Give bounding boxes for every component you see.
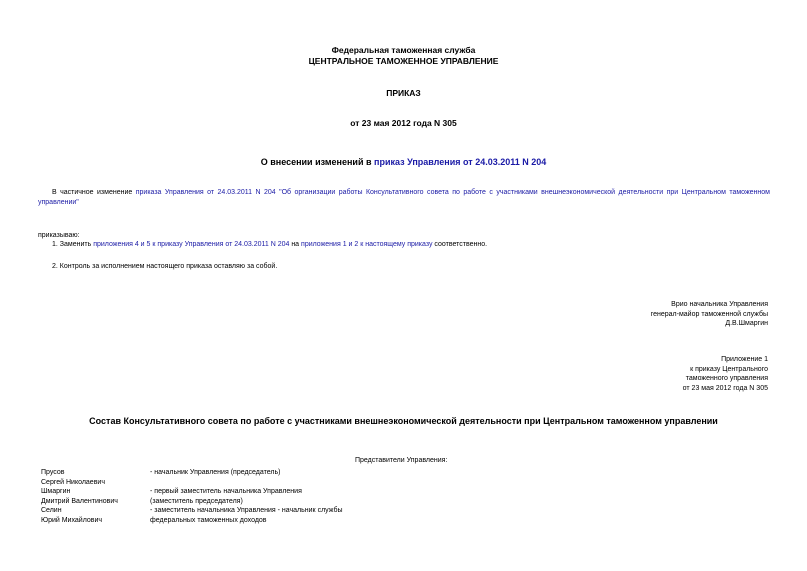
order-item-2: 2. Контроль за исполнением настоящего приказа оставляю за собой. — [52, 263, 278, 270]
member-row — [41, 506, 781, 525]
signature-rank: генерал-майор таможенной службы — [650, 310, 768, 318]
member-role-cont: (заместитель председателя) — [150, 497, 243, 505]
member-surname: Прусов — [41, 469, 65, 476]
document-type: ПРИКАЗ — [386, 88, 421, 98]
section-label: Представители Управления: — [355, 457, 448, 464]
item1-middle: на — [289, 241, 302, 248]
preamble-prefix: В частичное изменение — [52, 189, 136, 196]
item1-suffix: соответственно. — [432, 241, 488, 248]
title-prefix: О внесении изменений в — [260, 157, 375, 167]
appendix-date: от 23 мая 2012 года N 305 — [682, 384, 768, 392]
order-word: приказываю: — [38, 232, 80, 239]
members-list — [41, 468, 781, 525]
document-date-number: от 23 мая 2012 года N 305 — [350, 118, 457, 128]
member-given-name: Юрий Михайлович — [41, 516, 103, 524]
member-given-name: Дмитрий Валентинович — [41, 497, 118, 505]
member-role: - первый заместитель начальника Управления — [150, 488, 302, 495]
title-order-link[interactable]: приказ Управления от 24.03.2011 N 204 — [374, 157, 547, 167]
member-role: - начальник Управления (председатель) — [150, 469, 281, 476]
member-surname: Шмаргин — [41, 488, 71, 495]
item1-appendices-link[interactable]: приложения 4 и 5 к приказу Управления от 24.03.2011 N 204 — [93, 241, 290, 248]
appendix-number: Приложение 1 — [721, 356, 768, 363]
member-role-cont: федеральных таможенных доходов — [150, 516, 267, 524]
department-name: ЦЕНТРАЛЬНОЕ ТАМОЖЕННОЕ УПРАВЛЕНИЕ — [308, 56, 499, 66]
council-title: Состав Консультативного совета по работе с участниками внешнеэкономической деятельности при Центральном таможенном управлении — [89, 416, 718, 426]
agency-name: Федеральная таможенная служба — [331, 45, 476, 55]
preamble-order-link[interactable]: приказа Управления от 24.03.2011 N 204 "Об организации работы Консультативного совета по работе с участниками внешнеэкономической деятельности при Центральном таможенном управлении" — [38, 189, 770, 206]
item1-prefix: 1. Заменить — [52, 241, 94, 248]
order-item-1 — [52, 240, 752, 250]
signature-position: Врио начальника Управления — [671, 301, 768, 308]
member-row — [41, 487, 781, 506]
member-surname: Селин — [41, 507, 62, 514]
document-title — [0, 157, 807, 168]
appendix-ref-1: к приказу Центрального — [690, 365, 768, 373]
appendix-block — [500, 355, 768, 393]
member-role: - заместитель начальника Управления - начальник службы — [150, 507, 343, 514]
member-row — [41, 468, 781, 487]
preamble-paragraph — [38, 188, 770, 207]
item1-new-appendices-link[interactable]: приложения 1 и 2 к настоящему приказу — [301, 241, 433, 248]
member-given-name: Сергей Николаевич — [41, 478, 105, 486]
signature-name: Д.В.Шмаргин — [725, 320, 768, 327]
signature-block — [500, 300, 768, 329]
appendix-ref-2: таможенного управления — [685, 375, 768, 382]
